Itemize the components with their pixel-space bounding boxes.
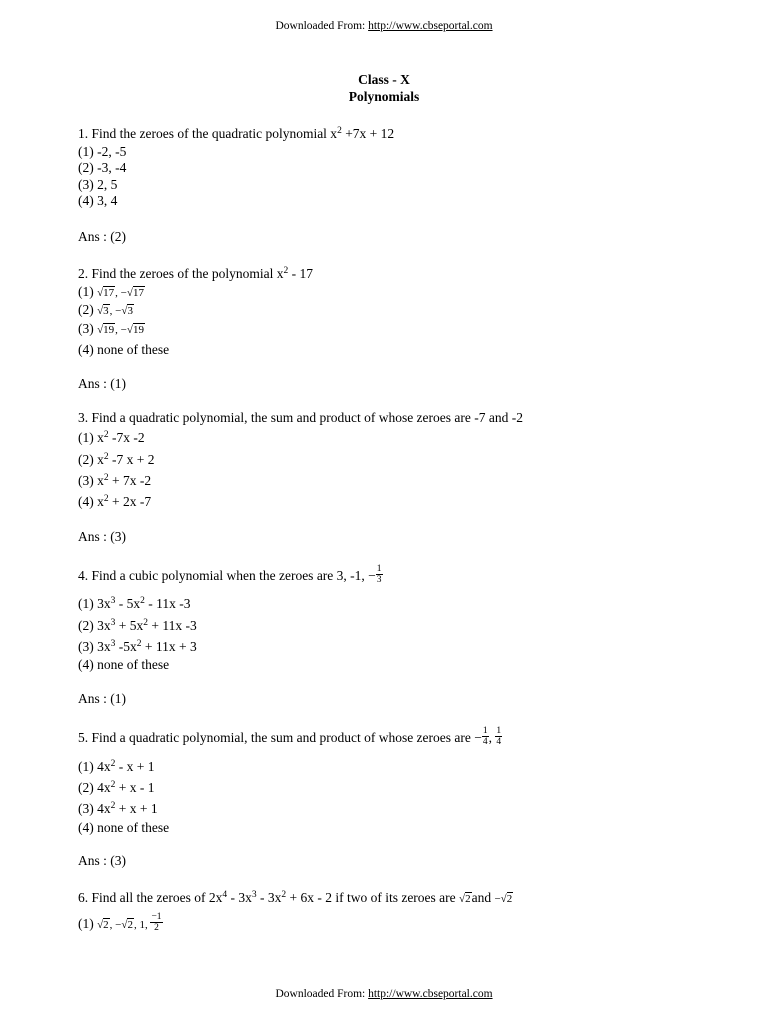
q5-option-2 <box>78 780 154 796</box>
q5-text: 5. Find a quadratic polynomial, the sum and product of whose zeroes are <box>78 730 475 745</box>
q2-opt1-label: (1) <box>78 284 98 299</box>
text: (2) 3x <box>78 618 111 633</box>
text: (3) x <box>78 473 104 488</box>
q4-option-3 <box>78 639 197 655</box>
q3-option-1 <box>78 430 145 446</box>
minus: − <box>494 893 501 905</box>
sqrt-2-neg: √2 <box>500 893 513 905</box>
exponent: 2 <box>103 473 109 483</box>
numerator: 1 <box>496 726 502 737</box>
q1-option-1: (1) -2, -5 <box>78 144 127 159</box>
text: + x + 1 <box>115 801 158 816</box>
q1-answer: Ans : (2) <box>78 229 126 244</box>
q6-opt1-label: (1) <box>78 916 98 931</box>
text: + 6x - 2 if two of its zeroes are <box>286 890 460 905</box>
radicand: 19 <box>132 324 144 336</box>
question-4 <box>78 564 383 586</box>
question-1 <box>78 126 394 142</box>
text: (1) 3x <box>78 596 111 611</box>
exponent: 3 <box>251 890 257 900</box>
separator: , − <box>115 324 127 336</box>
page-footer <box>0 988 768 1000</box>
text: + 2x -7 <box>108 494 152 509</box>
minus: − <box>474 730 482 745</box>
q2-opt2-label: (2) <box>78 302 98 317</box>
q4-answer: Ans : (1) <box>78 691 126 706</box>
sqrt-17-neg: √17 <box>126 287 144 299</box>
radicand: 17 <box>132 287 144 299</box>
text: -7 x + 2 <box>108 452 155 467</box>
exponent: 2 <box>281 890 287 900</box>
doc-subject-title: Polynomials <box>348 89 420 104</box>
separator: , − <box>115 287 127 299</box>
sqrt-19-neg: √19 <box>126 324 144 336</box>
q5-answer: Ans : (3) <box>78 853 126 868</box>
text: (2) 4x <box>78 780 111 795</box>
q4-option-4: (4) none of these <box>78 657 170 672</box>
q2-exponent: 2 <box>283 266 289 276</box>
text: + 11x -3 <box>148 618 197 633</box>
sqrt-3: √3 <box>97 305 109 317</box>
header-prefix: Downloaded From: <box>275 20 369 32</box>
q1-text-b: +7x + 12 <box>341 126 395 141</box>
q2-text-a: 2. Find the zeroes of the polynomial x <box>78 266 284 281</box>
fraction-one-third <box>376 564 383 585</box>
text: -5x <box>115 639 137 654</box>
sqrt-2-neg: √2 <box>121 919 133 931</box>
and-word: and <box>471 890 495 905</box>
radicand: 2 <box>103 919 109 931</box>
numerator: −1 <box>151 912 162 923</box>
text: - x + 1 <box>115 759 155 774</box>
exponent: 2 <box>110 780 116 790</box>
q3-answer: Ans : (3) <box>78 529 126 544</box>
sqrt-3-neg: √3 <box>121 305 133 317</box>
text: + x - 1 <box>115 780 155 795</box>
page-header <box>0 20 768 32</box>
text: - 11x -3 <box>144 596 191 611</box>
radicand: 2 <box>127 919 133 931</box>
text: 6. Find all the zeroes of 2x <box>78 890 223 905</box>
q6-option-1 <box>78 912 163 934</box>
radicand: 3 <box>127 305 133 317</box>
exponent: 2 <box>110 759 116 769</box>
text: (1) x <box>78 430 104 445</box>
question-5 <box>78 726 502 748</box>
q1-exponent: 2 <box>337 126 342 136</box>
text: - 5x <box>115 596 141 611</box>
numerator: 1 <box>482 726 488 737</box>
sqrt-19: √19 <box>97 324 115 336</box>
q1-option-3: (3) 2, 5 <box>78 177 118 192</box>
radicand: 19 <box>103 324 115 336</box>
minus: − <box>368 568 376 583</box>
sqrt-2: √2 <box>459 893 471 905</box>
tail: , 1, <box>133 919 151 931</box>
fraction-neg-half <box>150 912 162 933</box>
sqrt-2: √2 <box>97 919 109 931</box>
text: + 5x <box>115 618 144 633</box>
q5-option-1 <box>78 759 154 775</box>
text: -7x -2 <box>108 430 145 445</box>
q2-option-2 <box>78 302 134 318</box>
footer-prefix: Downloaded From: <box>275 988 369 1000</box>
radicand: 2 <box>465 893 471 905</box>
fraction-one-quarter <box>495 726 502 747</box>
q2-text-b: - 17 <box>288 266 313 281</box>
q5-option-3 <box>78 801 158 817</box>
denominator: 4 <box>496 737 502 748</box>
doc-class-title: Class - X <box>358 72 410 87</box>
exponent: 4 <box>222 890 228 900</box>
sqrt-17: √17 <box>97 287 115 299</box>
exponent: 2 <box>143 618 148 628</box>
question-6 <box>78 890 513 906</box>
text: - 3x <box>227 890 252 905</box>
text: (4) x <box>78 494 104 509</box>
radicand: 17 <box>103 287 115 299</box>
denominator: 4 <box>482 737 488 748</box>
q4-text: 4. Find a cubic polynomial when the zeroes are 3, -1, <box>78 568 369 583</box>
exponent: 3 <box>110 639 116 649</box>
text: (3) 4x <box>78 801 111 816</box>
denominator: 3 <box>376 575 382 586</box>
q2-option-4: (4) none of these <box>78 342 170 357</box>
separator: , − <box>109 919 122 931</box>
q5-option-4: (4) none of these <box>78 820 170 835</box>
text: + 11x + 3 <box>141 639 197 654</box>
q1-text-a: 1. Find the zeroes of the quadratic polynomial x <box>78 126 338 141</box>
exponent: 2 <box>103 430 109 440</box>
exponent: 2 <box>136 639 142 649</box>
exponent: 2 <box>103 494 109 504</box>
header-link[interactable]: http://www.cbseportal.com <box>368 20 493 32</box>
q3-option-2 <box>78 452 154 468</box>
exponent: 2 <box>140 596 145 606</box>
q3-option-3 <box>78 473 151 489</box>
text: (1) 4x <box>78 759 111 774</box>
fraction-one-quarter <box>482 726 489 747</box>
text: - 3x <box>256 890 282 905</box>
text: + 7x -2 <box>108 473 152 488</box>
exponent: 3 <box>110 596 116 606</box>
q1-option-4: (4) 3, 4 <box>78 193 118 208</box>
separator: , − <box>109 305 122 317</box>
exponent: 3 <box>110 618 116 628</box>
q3-option-4 <box>78 494 151 510</box>
q2-option-1 <box>78 284 145 300</box>
question-3: 3. Find a quadratic polynomial, the sum and product of whose zeroes are -7 and -2 <box>78 410 523 425</box>
exponent: 2 <box>103 452 109 462</box>
comma: , <box>488 730 493 745</box>
denominator: 2 <box>154 923 159 934</box>
text: (2) x <box>78 452 104 467</box>
question-2 <box>78 266 313 282</box>
q2-answer: Ans : (1) <box>78 376 126 391</box>
exponent: 2 <box>110 801 116 811</box>
footer-link[interactable]: http://www.cbseportal.com <box>368 988 493 1000</box>
q2-opt3-label: (3) <box>78 321 98 336</box>
numerator: 1 <box>376 564 382 575</box>
q4-option-1 <box>78 596 191 612</box>
radicand: 2 <box>506 893 513 905</box>
q1-option-2: (2) -3, -4 <box>78 160 127 175</box>
q2-option-3 <box>78 321 145 337</box>
radicand: 3 <box>103 305 109 317</box>
q4-option-2 <box>78 618 197 634</box>
text: (3) 3x <box>78 639 111 654</box>
